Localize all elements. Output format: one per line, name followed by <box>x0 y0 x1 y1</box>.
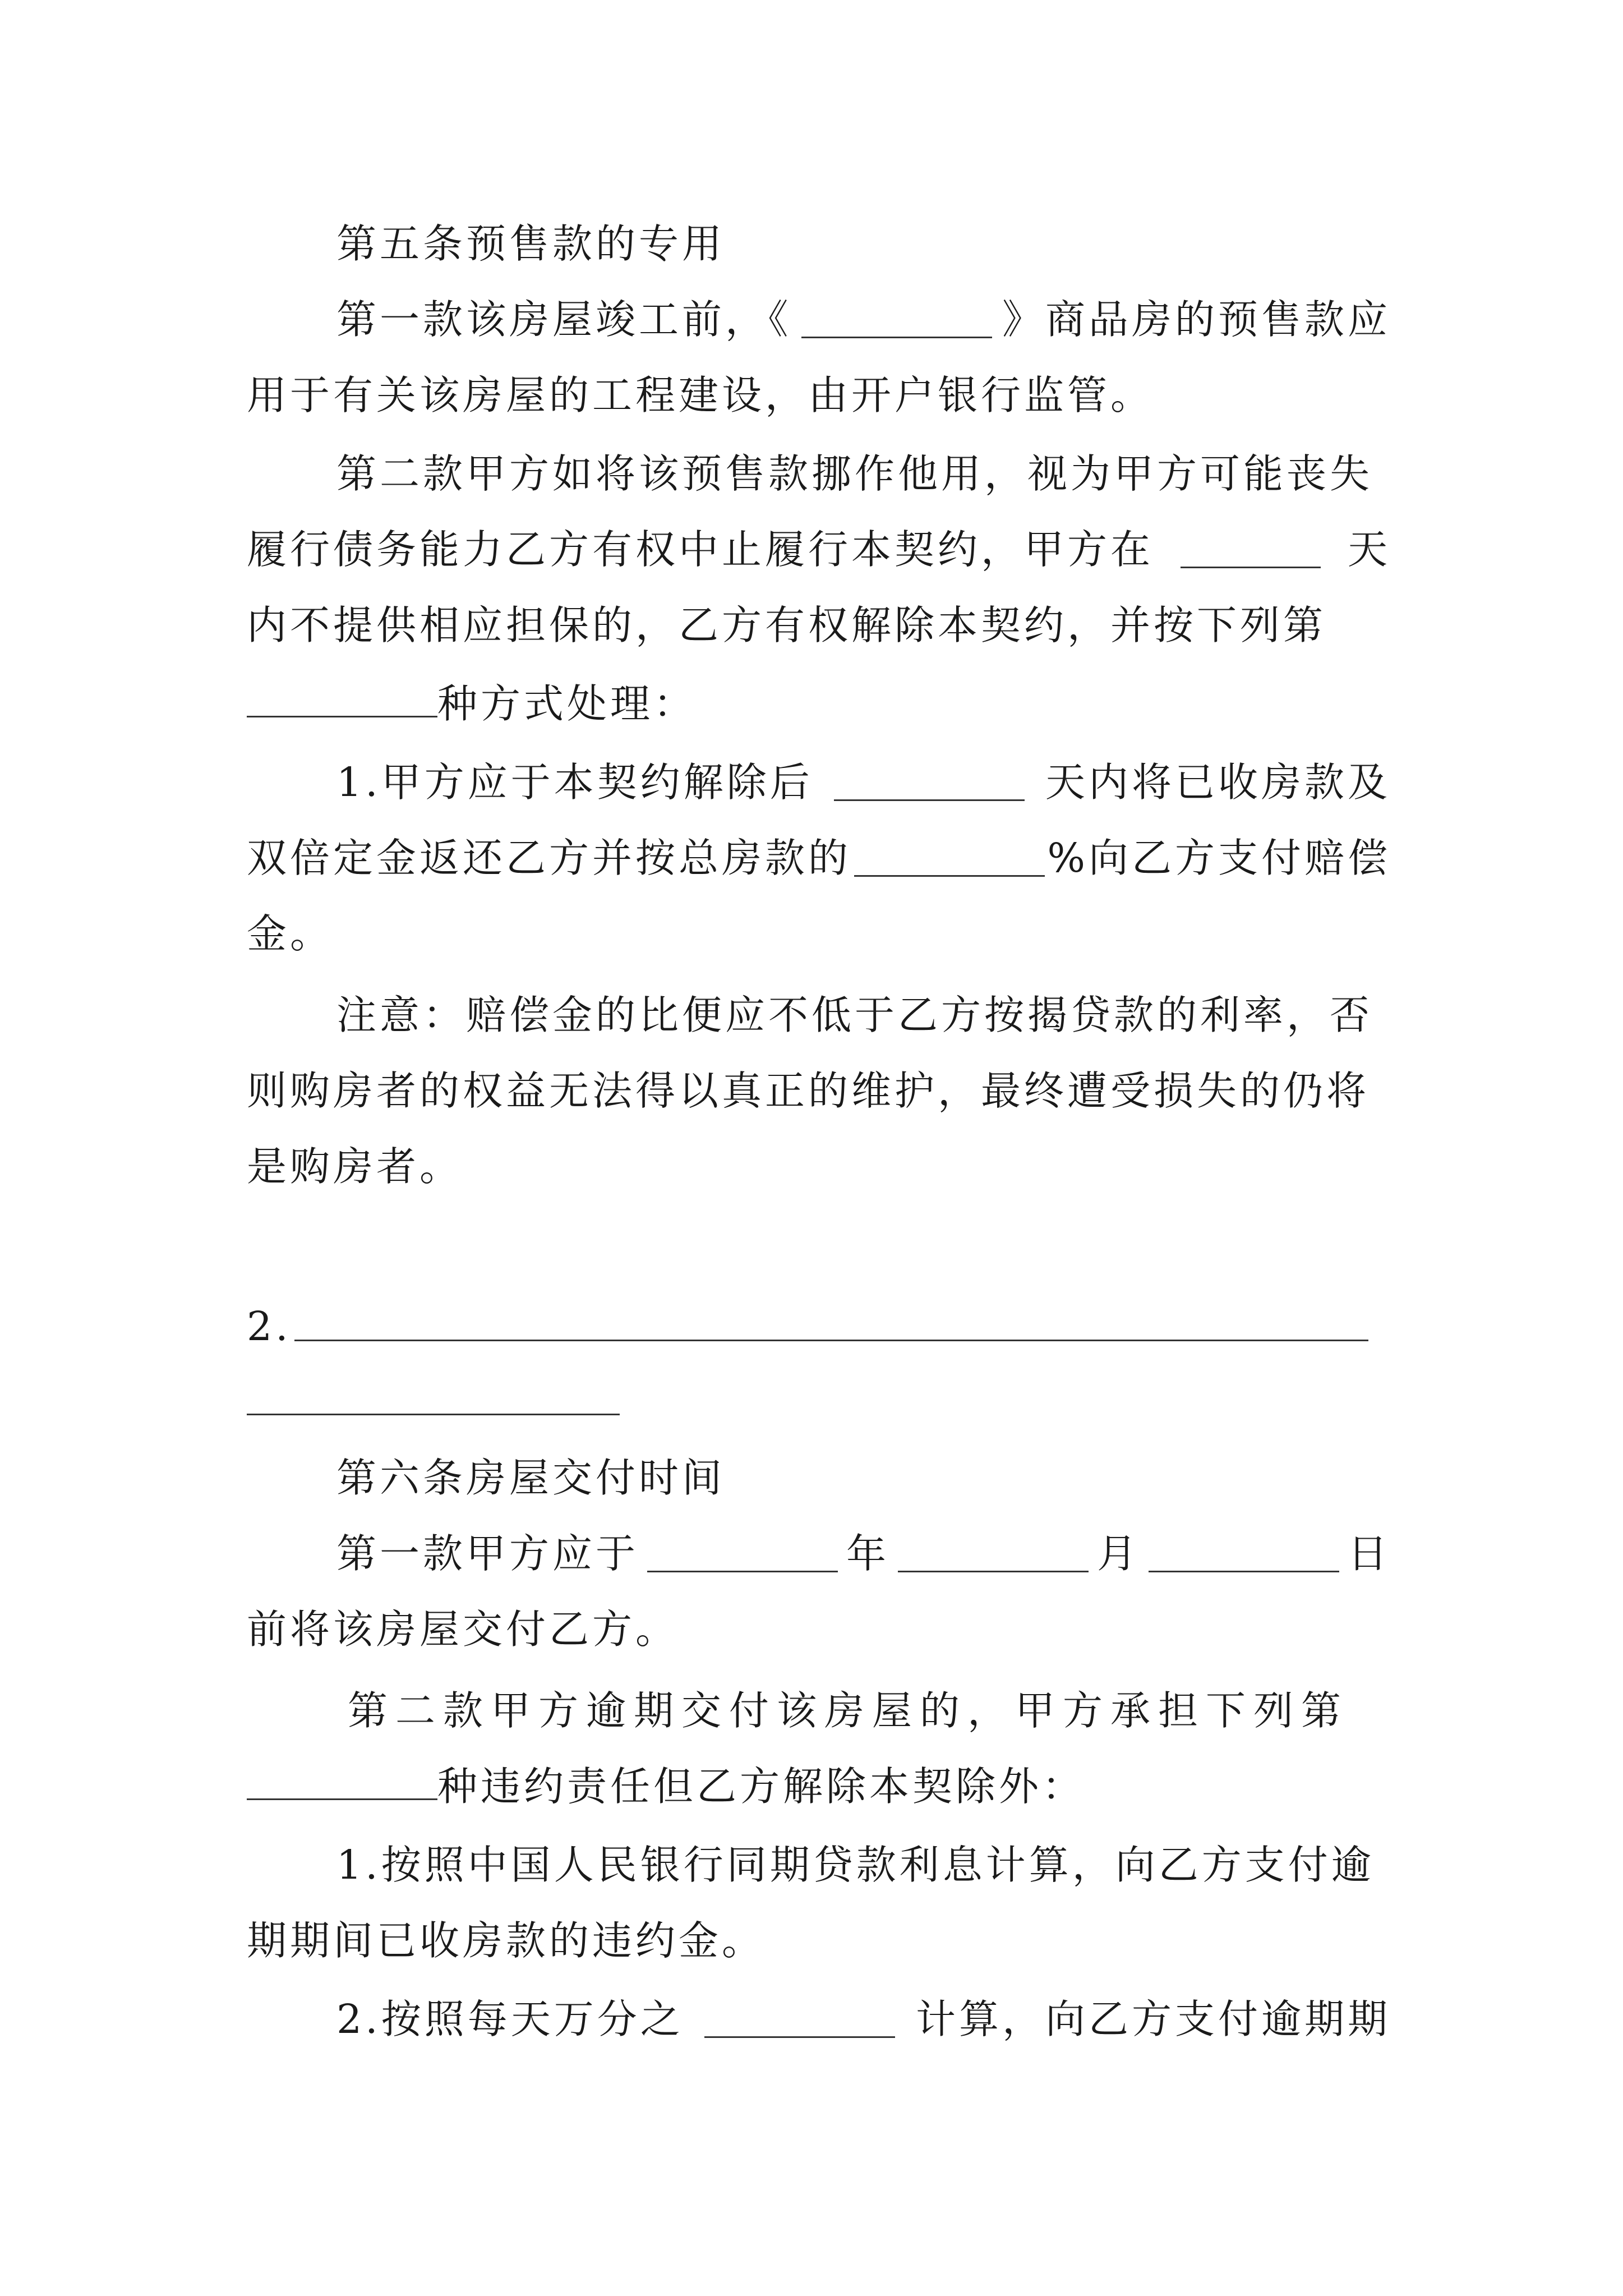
section5-note-line2: 则购房者的权益无法得以真正的维护，最终遭受损失的仍将 <box>247 1068 1370 1114</box>
blank-field <box>898 1536 1089 1572</box>
blank-field <box>854 840 1045 877</box>
section6-clause1-line2: 前将该房屋交付乙方。 <box>247 1606 679 1653</box>
section5-clause1-line1: 第一款该房屋竣工前，《 》商品房的预售款应 <box>336 296 1391 343</box>
section5-item1-line2: 双倍定金返还乙方并按总房款的 %向乙方支付赔偿 <box>247 835 1391 881</box>
section6-clause2-line1: 第二款甲方逾期交付该房屋的，甲方承担下列第 <box>348 1687 1349 1734</box>
section5-clause1-line2: 用于有关该房屋的工程建设，由开户银行监管。 <box>247 372 1154 418</box>
section6-clause2-line2: 种违约责任但乙方解除本契除外： <box>247 1756 1391 1818</box>
blank-field <box>1181 532 1321 568</box>
section6-item1-line2: 期期间已收房款的违约金。 <box>247 1917 766 1964</box>
section5-note-line3: 是购房者。 <box>247 1143 463 1190</box>
section5-item1-line1: 1.甲方应于本契约解除后 天内将已收房款及 <box>336 759 1391 806</box>
section5-clause2-line2: 履行债务能力乙方有权中止履行本契约，甲方在 天 <box>247 526 1391 573</box>
section6-heading: 第六条房屋交付时间 <box>336 1455 726 1501</box>
blank-line <box>294 1340 1368 1341</box>
section5-clause2-line3: 内不提供相应担保的，乙方有权解除本契约，并按下列第 <box>247 602 1327 648</box>
blank-line <box>247 1414 620 1415</box>
blank-field <box>247 1764 437 1800</box>
blank-field <box>801 302 992 338</box>
section5-clause2-line4: 种方式处理： <box>247 673 1391 735</box>
blank-field <box>247 681 437 717</box>
section5-note-line1: 注意：赔偿金的比便应不低于乙方按揭贷款的利率，否 <box>336 992 1373 1038</box>
blank-field <box>647 1536 838 1572</box>
blank-field <box>834 765 1025 801</box>
section6-item2-line1: 2.按照每天万分之 计算，向乙方支付逾期期 <box>336 1996 1391 2042</box>
section5-item2-label: 2. <box>247 1303 292 1350</box>
section5-clause2-line1: 第二款甲方如将该预售款挪作他用，视为甲方可能丧失 <box>336 450 1373 497</box>
section6-clause1-line1: 第一款甲方应于 年 月 日 <box>336 1530 1391 1577</box>
section5-heading: 第五条预售款的专用 <box>336 220 726 267</box>
section5-item1-line3: 金。 <box>247 910 334 957</box>
section6-item1-line1: 1.按照中国人民银行同期贷款利息计算，向乙方支付逾 <box>336 1842 1375 1888</box>
blank-field <box>704 2001 895 2038</box>
blank-field <box>1149 1536 1339 1572</box>
